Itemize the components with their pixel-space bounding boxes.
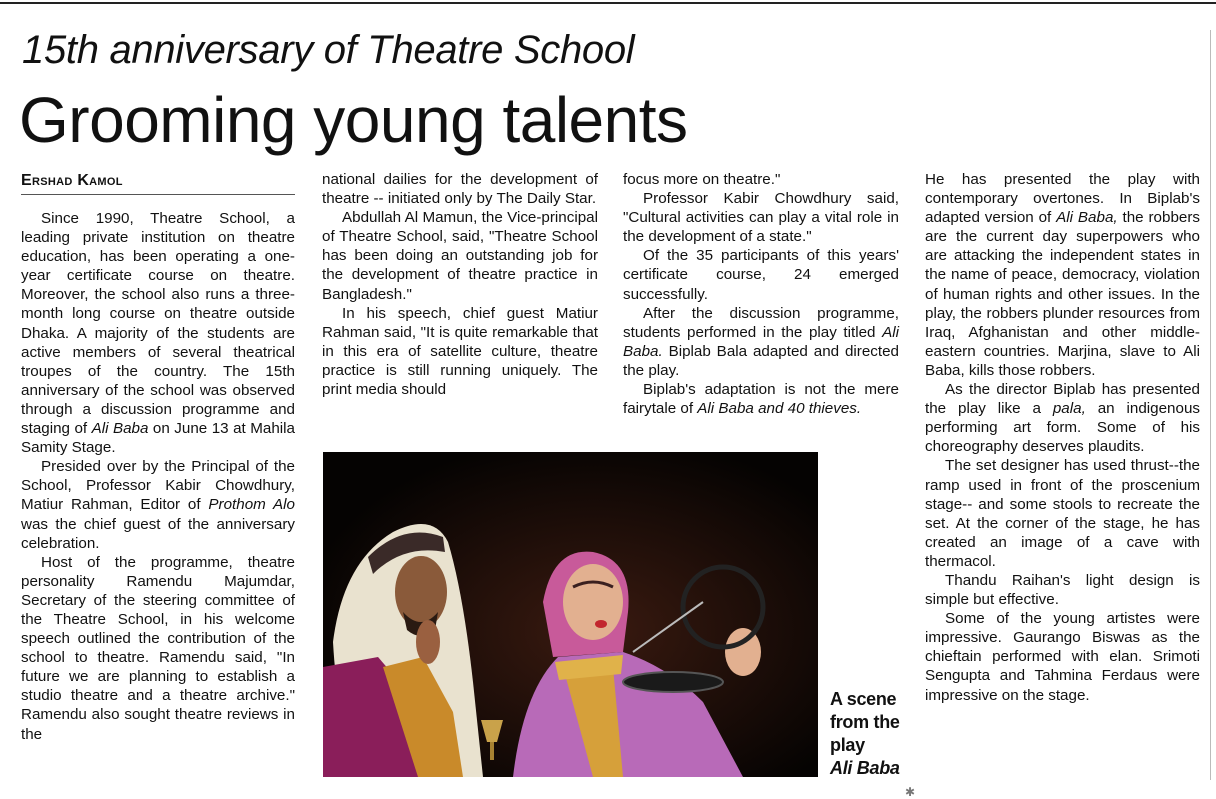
paragraph: Some of the young artistes were impressive. Gaurango Biswas as the chieftain performed with elan. Srimoti Sengupta and Tahmina Ferdaus were impressive on the stage. (925, 610, 1200, 704)
article-column-2 (322, 170, 598, 399)
paragraph: Thandu Raihan's light design is simple but effective. (925, 571, 1200, 609)
stage-photo (323, 452, 818, 777)
paragraph: After the discussion programme, students performed in the play titled Ali Baba. Biplab Bala adapted and directed the play. (623, 304, 899, 379)
paragraph: focus more on theatre." (623, 171, 781, 188)
paragraph: Presided over by the Principal of the School, Professor Kabir Chowdhury, Matiur Rahman, Editor of Prothom Alo was the chief guest of the anniversary celebration. (21, 458, 295, 552)
article-column-3 (623, 170, 899, 418)
column-divider (1210, 30, 1211, 780)
paragraph: The set designer has used thrust--the ramp used in front of the proscenium stage-- and some stools to recreate the set. At the corner of the stage, he has created an image of a cave with thermacol. (925, 457, 1200, 570)
headline: Grooming young talents (19, 84, 688, 156)
kicker: 15th anniversary of Theatre School (22, 28, 635, 72)
paragraph: He has presented the play with contemporary overtones. In Biplab's adapted version of Ali Baba, the robbers are the current day superpowers who are attacking the independent states in the name of peace, democracy, violation of human rights and other issues. In the play, the robbers plunder resources from Iraq, Afghanistan and other middle-eastern countries. Marjina, slave to Ali Baba, kills those robbers. (925, 171, 1200, 379)
paragraph: national dailies for the development of theatre -- initiated only by The Daily Star. (322, 171, 598, 208)
paragraph: Host of the programme, theatre personality Ramendu Majumdar, Secretary of the steering committee of the Theatre School, in his welcome speech outlined the contribution of the school to theatre. Ramendu said, "In future we are planning to establish a studio theatre and a theatre archive." Ramendu also sought theatre reviews in the (21, 553, 295, 743)
corner-mark: ✱ (905, 785, 916, 799)
article-column-4 (925, 170, 1200, 705)
paragraph: In his speech, chief guest Matiur Rahman said, "It is quite remarkable that in this era of satellite culture, theatre practice is still running uniquely. The print media should (322, 304, 598, 399)
paragraph: Of the 35 participants of this years' certificate course, 24 emerged successfully. (623, 247, 899, 303)
stage-photo-illustration (323, 452, 818, 777)
paragraph: Biplab's adaptation is not the mere fairytale of Ali Baba and 40 thieves. (623, 381, 899, 418)
paragraph: As the director Biplab has presented the play like a pala, an indigenous performing art form. Some of his choreography deserves plaudits. (925, 381, 1200, 456)
paragraph: Abdullah Al Mamun, the Vice-principal of Theatre School, said, "Theatre School has been doing an outstanding job for the development of theatre practice in Bangladesh." (322, 209, 598, 303)
byline: Ershad Kamol (21, 170, 295, 195)
top-rule (0, 2, 1216, 4)
photo-caption: A scene from the play Ali Baba (830, 688, 910, 780)
paragraph: Since 1990, Theatre School, a leading private institution on theatre education, has been operating a one-year certificate course on theatre. Moreover, the school also runs a three-month long course on theatre outside Dhaka. A majority of the students are active members of several theatrical troupes of the country. The 15th anniversary of the school was observed through a discussion programme and staging of Ali Baba on June 13 at Mahila Samity Stage. (21, 210, 295, 457)
caption-play-title: Ali Baba (830, 758, 900, 778)
paragraph: Professor Kabir Chowdhury said, "Cultural activities can play a vital role in the development of a state." (623, 190, 899, 246)
article-column-1 (21, 209, 295, 744)
